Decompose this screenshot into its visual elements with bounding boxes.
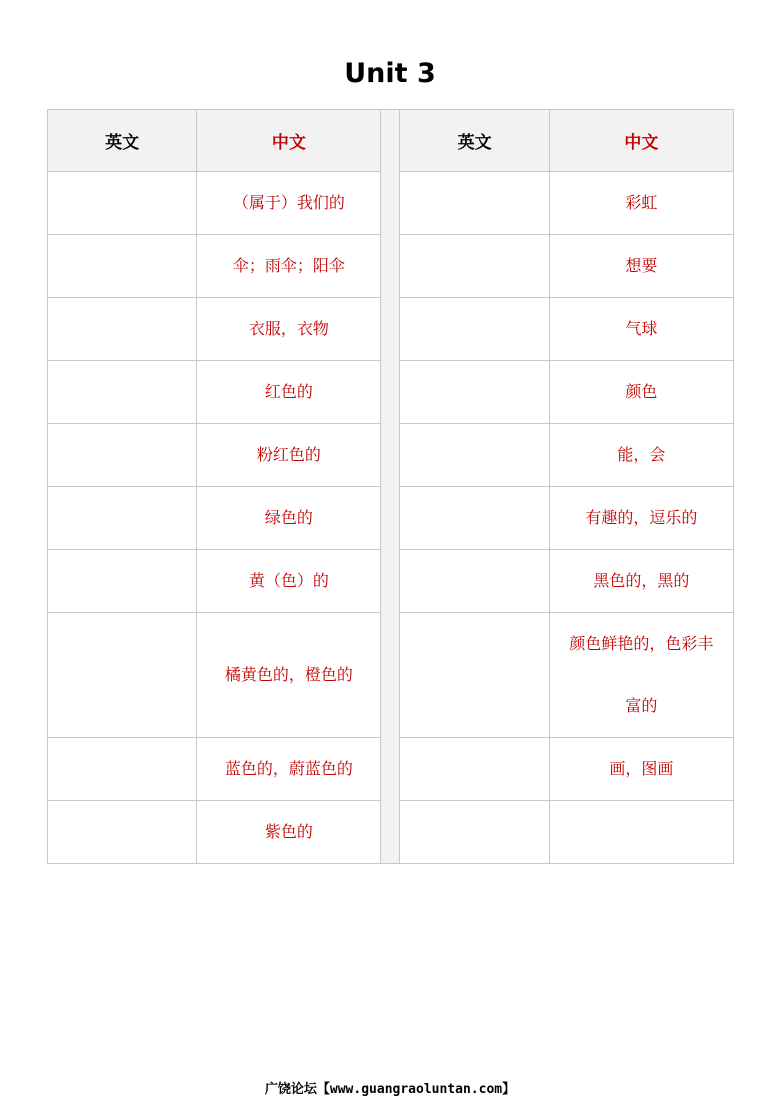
chinese-meaning-cell: 有趣的，逗乐的	[549, 487, 733, 550]
vocabulary-table	[47, 109, 734, 864]
english-answer-cell[interactable]	[48, 487, 197, 550]
chinese-meaning-cell: 能，会	[549, 424, 733, 487]
header-chinese-right: 中文	[549, 110, 733, 172]
english-answer-cell[interactable]	[400, 424, 549, 487]
english-answer-cell[interactable]	[400, 550, 549, 613]
chinese-meaning-cell: 粉红色的	[197, 424, 381, 487]
english-answer-cell[interactable]	[48, 172, 197, 235]
chinese-meaning-cell: 颜色	[549, 361, 733, 424]
header-english-left: 英文	[48, 110, 197, 172]
site-footer: 广饶论坛【www.guangraoluntan.com】	[264, 1082, 516, 1097]
english-answer-cell[interactable]	[48, 801, 197, 864]
english-answer-cell[interactable]	[400, 235, 549, 298]
header-english-right: 英文	[400, 110, 549, 172]
english-answer-cell[interactable]	[400, 172, 549, 235]
english-answer-cell[interactable]	[48, 235, 197, 298]
chinese-meaning-cell: 蓝色的，蔚蓝色的	[197, 738, 381, 801]
chinese-meaning-cell: 黄（色）的	[197, 550, 381, 613]
header-chinese-left: 中文	[197, 110, 381, 172]
page-title: Unit 3	[344, 58, 436, 89]
chinese-meaning-cell: 紫色的	[197, 801, 381, 864]
english-answer-cell[interactable]	[400, 801, 549, 864]
chinese-meaning-cell: 气球	[549, 298, 733, 361]
chinese-meaning-cell: 伞；雨伞；阳伞	[197, 235, 381, 298]
english-answer-cell[interactable]	[48, 738, 197, 801]
english-answer-cell[interactable]	[400, 738, 549, 801]
english-answer-cell[interactable]	[48, 550, 197, 613]
chinese-meaning-cell: 彩虹	[549, 172, 733, 235]
english-answer-cell[interactable]	[48, 361, 197, 424]
chinese-meaning-cell: 红色的	[197, 361, 381, 424]
english-answer-cell[interactable]	[48, 298, 197, 361]
chinese-meaning-cell	[549, 801, 733, 864]
english-answer-cell[interactable]	[400, 487, 549, 550]
english-answer-cell[interactable]	[400, 361, 549, 424]
table-header-row	[48, 110, 734, 172]
english-answer-cell[interactable]	[48, 613, 197, 738]
chinese-meaning-cell: 衣服，衣物	[197, 298, 381, 361]
english-answer-cell[interactable]	[400, 298, 549, 361]
chinese-meaning-cell: 绿色的	[197, 487, 381, 550]
chinese-meaning-cell: 黑色的，黑的	[549, 550, 733, 613]
english-answer-cell[interactable]	[400, 613, 549, 738]
chinese-meaning-cell: 颜色鲜艳的，色彩丰富的	[549, 613, 733, 738]
chinese-meaning-cell: 橘黄色的，橙色的	[197, 613, 381, 738]
chinese-meaning-cell: 想要	[549, 235, 733, 298]
chinese-meaning-cell: 画，图画	[549, 738, 733, 801]
chinese-meaning-cell: （属于）我们的	[197, 172, 381, 235]
column-divider	[381, 110, 400, 864]
english-answer-cell[interactable]	[48, 424, 197, 487]
